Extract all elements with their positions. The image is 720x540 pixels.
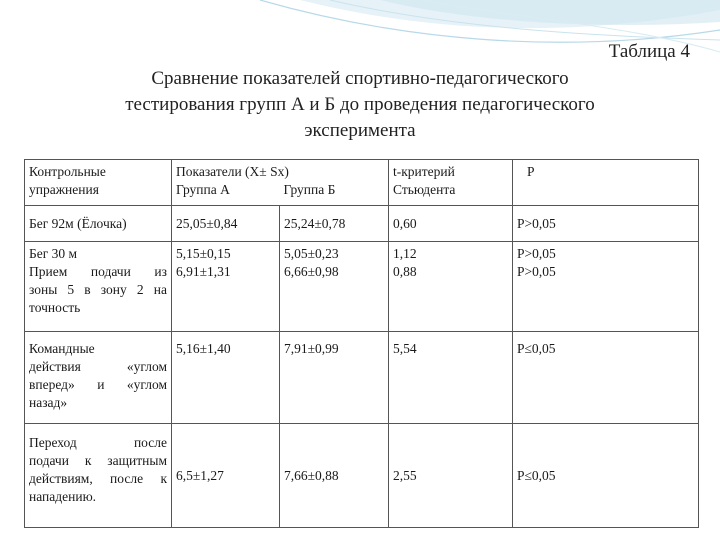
table-row: Командные действия «углом вперед» и «углом назад» 5,16±1,40 7,91±0,99 5,54 P≤0,05 <box>25 332 699 424</box>
table-caption: Таблица 4 <box>608 41 690 62</box>
page-title <box>40 66 680 144</box>
table-row: Бег 30 м Прием подачи из зоны 5 в зону 2 на точность 5,15±0,15 6,91±1,31 5,05±0,23 6,66±0,98 1,12 0,88 P>0,05 P>0,05 <box>25 242 699 332</box>
title-line: эксперимента <box>304 120 416 141</box>
table-row: Переход после подачи к защитным действиям, после к нападению. 6,5±1,27 7,66±0,88 2,55 P≤0,05 <box>25 424 699 528</box>
title-line: Сравнение показателей спортивно-педагогического <box>151 68 569 89</box>
header-exercises: Контрольные упражнения <box>25 160 172 206</box>
table-row: Бег 92м (Ёлочка) 25,05±0,84 25,24±0,78 0,60 P>0,05 <box>25 206 699 242</box>
table-header-row <box>25 160 699 206</box>
header-group-b: Группа Б <box>280 160 389 206</box>
header-p: P <box>513 160 699 206</box>
results-table <box>24 159 699 528</box>
title-line: тестирования групп А и Б до проведения педагогического <box>125 94 595 115</box>
header-t-criterion: t-критерий Стьюдента <box>389 160 513 206</box>
header-group-a: Показатели (X± Sx) Группа А <box>172 160 280 206</box>
